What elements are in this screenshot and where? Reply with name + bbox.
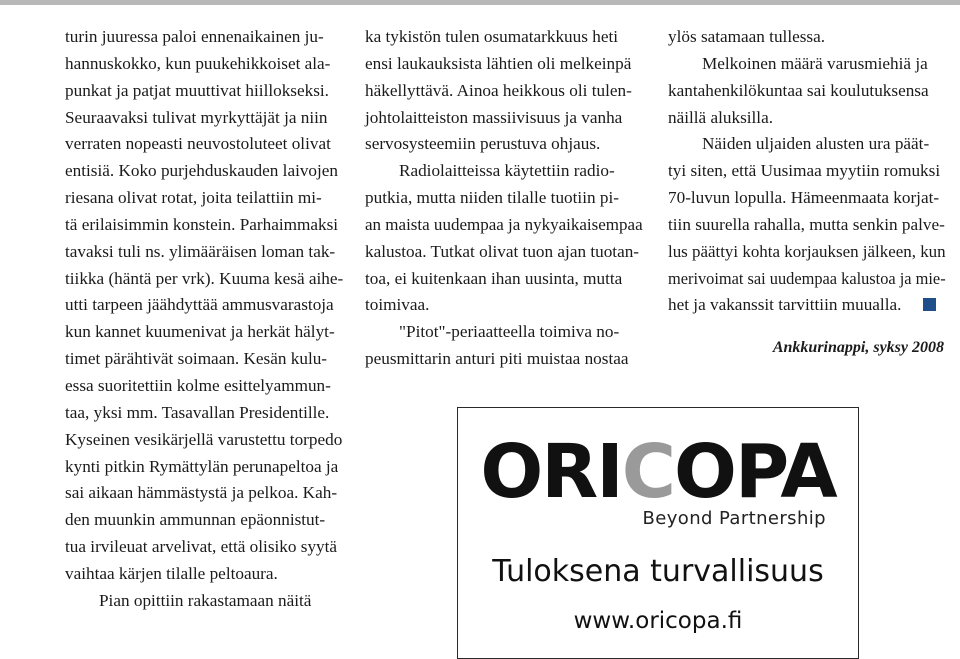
text-line: vaihtaa kärjen tilalle peltoaura. xyxy=(65,563,278,583)
ad-tagline: Beyond Partnership xyxy=(642,508,826,529)
text-line: kantahenkilökuntaa sai koulutuksensa xyxy=(668,80,929,100)
text-line: tiin suurella rahalla, mutta senkin palve- xyxy=(668,214,945,234)
end-of-article-square-icon xyxy=(923,298,936,311)
text-line: riesana olivat rotat, joita teilattiin mi- xyxy=(65,188,322,208)
text-line: utti tarpeen jäähdyttää ammusvarastoja xyxy=(65,295,334,315)
text-line: timet pärähtivät soimaan. Kesän kulu- xyxy=(65,349,328,369)
text-line: merivoimat sai uudempaa kalustoa ja mie- xyxy=(668,268,946,288)
text-line: tiikka (häntä per vrk). Kuuma kesä aihe- xyxy=(65,268,344,288)
text-line-last xyxy=(668,292,946,319)
text-line: den muunkin ammunnan epäonnistut- xyxy=(65,510,326,530)
text-line: ensi laukauksista lähtien oli melkeinpä xyxy=(365,53,632,73)
text-line: putkia, mutta niiden tilalle tuotiin pi- xyxy=(365,188,619,208)
text-line: ylös satamaan tullessa. xyxy=(668,27,826,46)
text-line: kalustoa. Tutkat olivat tuon ajan tuotan- xyxy=(365,241,640,261)
text-line: näillä aluksilla. xyxy=(668,107,774,127)
text-line: Näiden uljaiden alusten ura päät- xyxy=(702,134,930,154)
oricopa-advertisement xyxy=(457,407,859,659)
text-line: Kyseinen vesikärjellä varustettu torpedo xyxy=(65,429,343,449)
logo-c-letter: C xyxy=(621,429,675,515)
article-column-3 xyxy=(668,24,946,319)
text-line: häkellyttävä. Ainoa heikkous oli tulen- xyxy=(365,80,632,100)
text-line: johtolaitteiston massiivisuus ja vanha xyxy=(365,107,623,127)
text-line: Seuraavaksi tulivat myrkyttäjät ja niin xyxy=(65,107,328,127)
text-line: an maista uudempaa ja nykyaikaisempaa xyxy=(365,214,643,234)
text-line: verraten nopeasti neuvostoluteet olivat xyxy=(65,134,331,154)
text-line: 70-luvun lopulla. Hämeenmaata korjat- xyxy=(668,188,940,208)
ad-slogan: Tuloksena turvallisuus xyxy=(492,554,824,589)
ad-url: www.oricopa.fi xyxy=(573,608,743,634)
text-line: Pian opittiin rakastamaan näitä xyxy=(99,590,312,610)
text-line: tua irvileuat arvelivat, että olisiko syytä xyxy=(65,537,338,557)
text-line: "Pitot"-periaatteella toimiva no- xyxy=(399,322,620,342)
text-line: punkat ja patjat muuttivat hiillokseksi. xyxy=(65,80,329,100)
text-line: tavaksi tuli ns. ylimääräisen loman tak- xyxy=(65,241,336,261)
article-column-2 xyxy=(365,24,643,373)
text-line: Radiolaitteissa käytettiin radio- xyxy=(399,161,615,181)
text-line: tyi siten, että Uusimaa myytiin romuksi xyxy=(668,161,941,181)
oricopa-logo xyxy=(458,429,858,515)
text-line: hannuskokko, kun puukehikkoiset ala- xyxy=(65,53,331,73)
text-line: kun kannet kuumenivat ja herkät hälyt- xyxy=(65,322,335,342)
text-line: essa suoritettiin kolme esittelyammun- xyxy=(65,375,331,395)
text-line: lus päättyi kohta korjauksen jälkeen, kun xyxy=(668,241,946,261)
logo-text-left: ORI xyxy=(480,429,622,515)
article-signature: Ankkurinappi, syksy 2008 xyxy=(772,339,944,356)
text-line: servosysteemiin perustuva ohjaus. xyxy=(365,134,601,154)
text-line: toa, ei kuitenkaan ihan uusinta, mutta xyxy=(365,268,623,288)
logo-text-right: OPA xyxy=(674,429,836,515)
text-line: ka tykistön tulen osumatarkkuus heti xyxy=(365,27,619,46)
text-line: Melkoinen määrä varusmiehiä ja xyxy=(702,53,928,73)
text-line: toimivaa. xyxy=(365,295,430,315)
article-column-1 xyxy=(65,24,343,615)
text-line: peusmittarin anturi piti muistaa nostaa xyxy=(365,349,629,369)
text-line: sai aikaan hämmästystä ja pelkoa. Kah- xyxy=(65,483,338,503)
text-line: taa, yksi mm. Tasavallan Presidentille. xyxy=(65,402,330,422)
text-line: turin juuressa paloi ennenaikainen ju- xyxy=(65,27,324,46)
text-line-final: het ja vakanssit tarvittiin muualla. xyxy=(668,295,902,315)
text-line: tä erilaisimmin konstein. Parhaimmaksi xyxy=(65,214,339,234)
text-line: kynti pitkin Rymättylän perunapeltoa ja xyxy=(65,456,339,476)
page-top-rule xyxy=(0,0,960,5)
text-line: entisiä. Koko purjehduskauden laivojen xyxy=(65,161,339,181)
